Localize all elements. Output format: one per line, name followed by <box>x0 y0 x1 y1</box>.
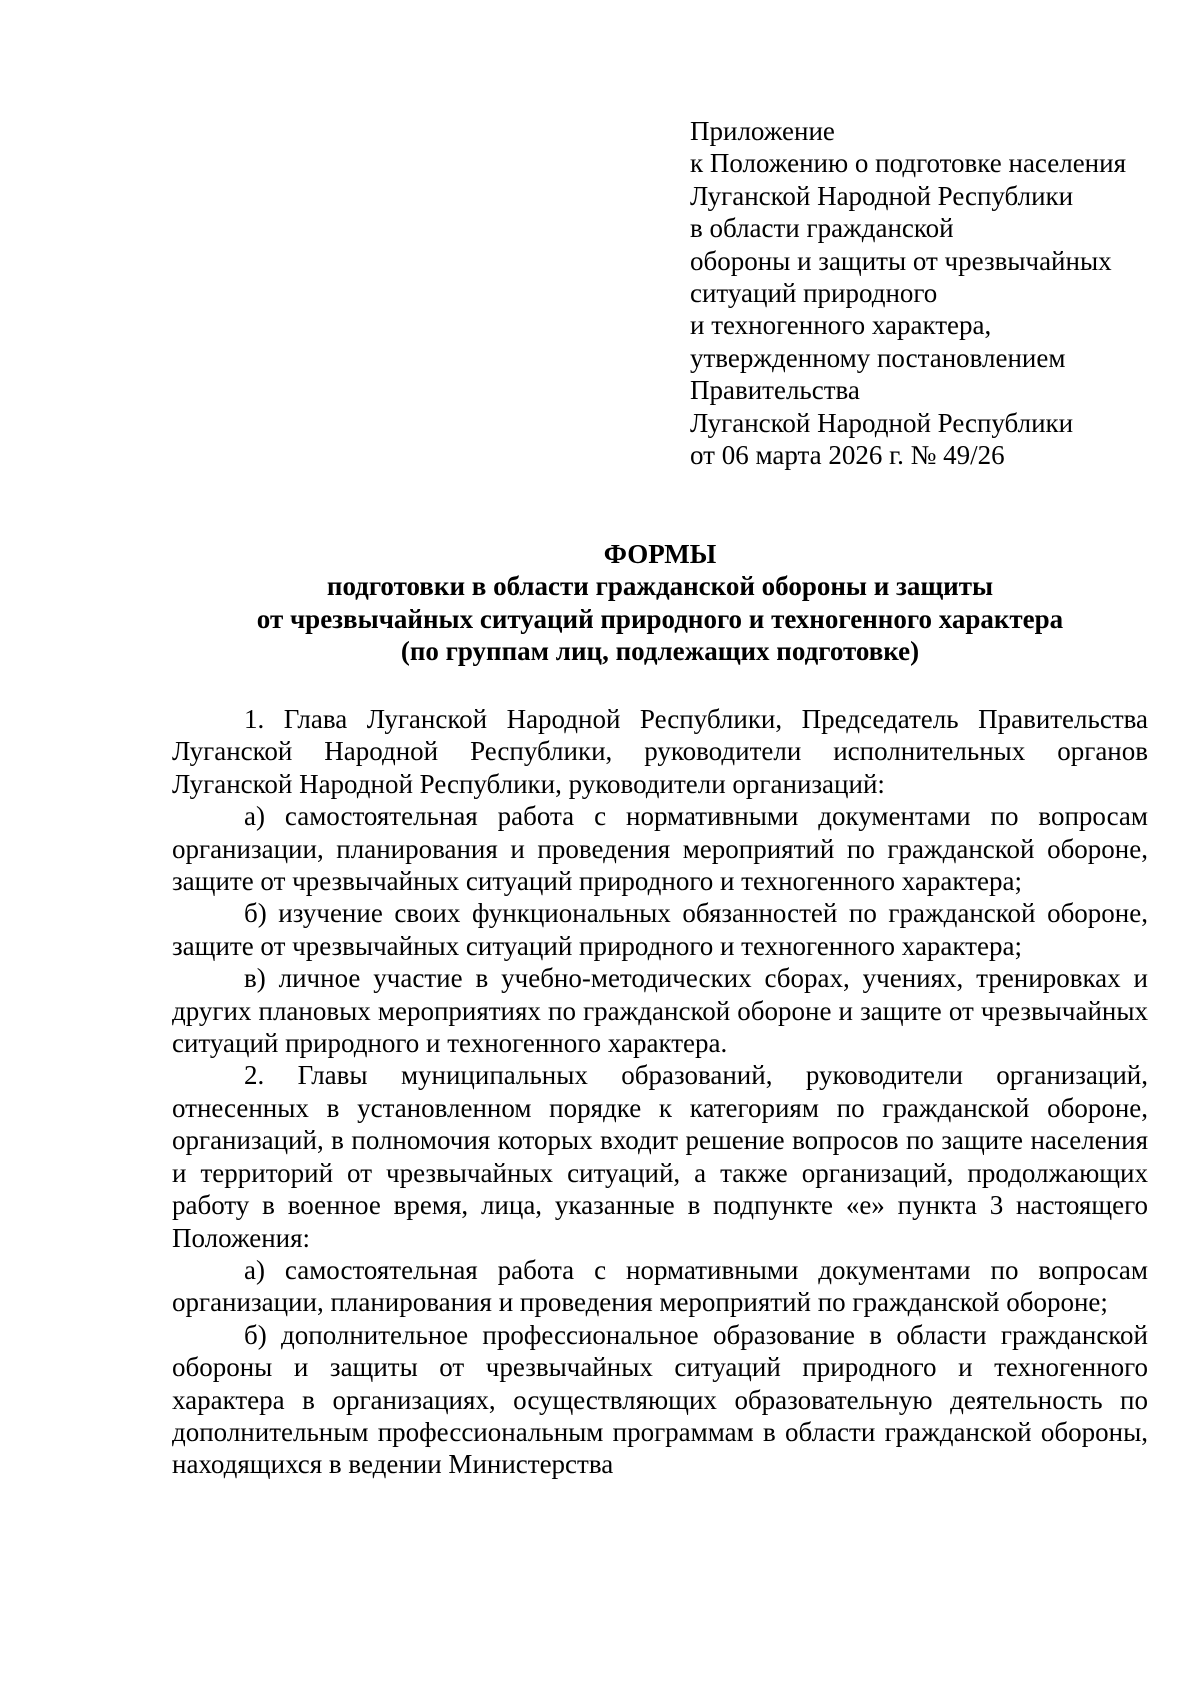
paragraph-item-2b: б) дополнительное профессиональное образование в области гражданской обороны и защиты от чрезвычайных ситуаций природного и техногенного характера в организациях, осуществляющих образовательную деятельность по дополнительным профессиональным программам в области гражданской обороны, находящихся в ведении Министерства <box>172 1319 1148 1480</box>
paragraph-item-1a: а) самостоятельная работа с нормативными документами по вопросам организации, планирования и проведения мероприятий по гражданской обороне, защите от чрезвычайных ситуаций природного и техногенного характера; <box>172 801 1148 897</box>
appendix-line: в области гражданской <box>690 213 954 244</box>
paragraph-item-2: 2. Главы муниципальных образований, руководители организаций, отнесенных в установленном порядке к категориям по гражданской обороне, организаций, в полномочия которых входит решение вопросов по защите населения и территорий от чрезвычайных ситуаций, а также организаций, продолжающих работу в военное время, лица, указанные в подпункте «е» пункта 3 настоящего Положения: <box>172 1060 1148 1253</box>
paragraph-item-1: 1. Глава Луганской Народной Республики, Председатель Правительства Луганской Народной Республики, руководители исполнительных органов Луганской Народной Республики, руководители организаций: <box>172 704 1148 799</box>
title-heading: ФОРМЫ <box>603 539 717 569</box>
appendix-line: Луганской Народной Республики <box>690 180 1074 211</box>
appendix-header <box>690 115 1170 471</box>
appendix-line: от 06 марта 2026 г. № 49/26 <box>690 440 1005 471</box>
appendix-line: и техногенного характера, <box>690 310 992 341</box>
appendix-line: утвержденному постановлением <box>690 342 1066 373</box>
title-line: от чрезвычайных ситуаций природного и техногенного характера <box>256 603 1064 634</box>
title-line: (по группам лиц, подлежащих подготовке) <box>400 636 920 667</box>
appendix-line: Приложение <box>690 116 835 146</box>
paragraph-item-2a: а) самостоятельная работа с нормативными документами по вопросам организации, планирования и проведения мероприятий по гражданской обороне; <box>172 1254 1148 1318</box>
appendix-line: обороны и защиты от чрезвычайных <box>690 245 1112 276</box>
appendix-line: к Положению о подготовке населения <box>690 148 1126 179</box>
document-body <box>172 703 1148 1481</box>
document-title <box>172 538 1148 668</box>
title-line: подготовки в области гражданской обороны и защиты <box>326 571 994 602</box>
appendix-line: Луганской Народной Республики <box>690 407 1074 438</box>
paragraph-item-1c: в) личное участие в учебно-методических сборах, учениях, тренировках и других плановых мероприятиях по гражданской обороне и защите от чрезвычайных ситуаций природного и техногенного характера. <box>172 963 1148 1059</box>
paragraph-item-1b: б) изучение своих функциональных обязанностей по гражданской обороне, защите от чрезвычайных ситуаций природного и техногенного характера; <box>172 898 1148 961</box>
appendix-line: Правительства <box>690 375 860 406</box>
appendix-line: ситуаций природного <box>690 278 938 309</box>
